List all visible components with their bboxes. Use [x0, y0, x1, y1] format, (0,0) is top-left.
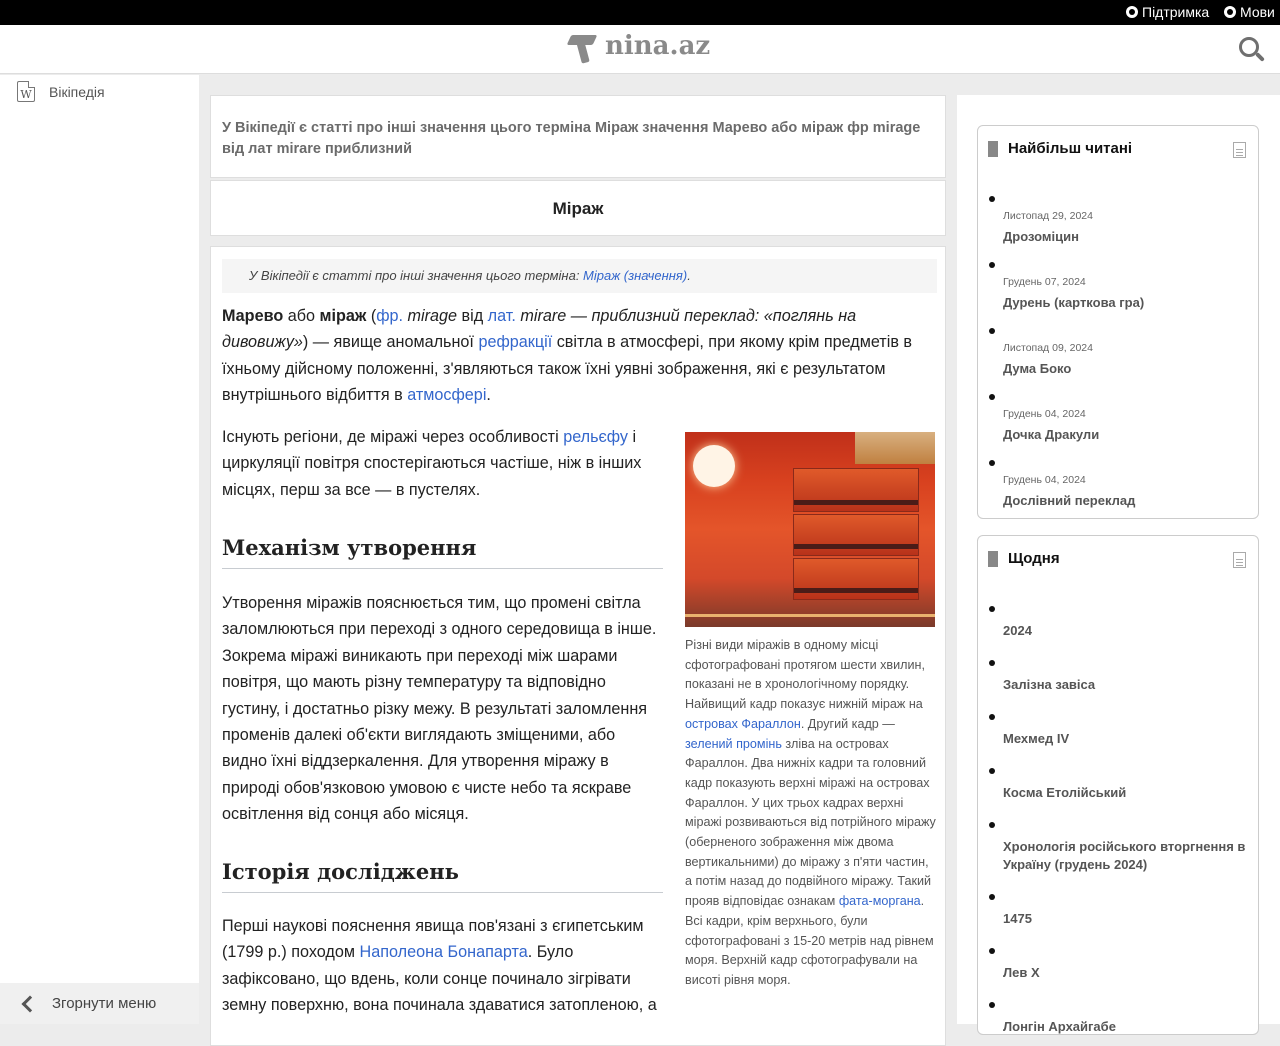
link-fata-morgana[interactable]: фата-моргана — [838, 894, 921, 909]
link-atmosphere[interactable]: атмосфері — [407, 386, 487, 405]
bullet-icon — [989, 948, 995, 954]
left-sidebar — [0, 75, 199, 1024]
text-span: ( — [366, 307, 377, 325]
bullet-icon — [989, 460, 995, 466]
text-span: і циркуляції повітря спостерігаються частіше, ніж в інших місцях, перш за все — в пустелях. — [222, 428, 642, 499]
bullet-icon — [989, 768, 995, 774]
collapse-menu-label: Згорнути меню — [52, 995, 157, 1012]
logo-text: nina.az — [605, 31, 711, 61]
regions-paragraph — [222, 424, 662, 503]
widget-title: Найбільш читані — [1008, 140, 1133, 157]
text-span: Існують регіони, де міражі через особливості — [222, 428, 564, 446]
daily-widget — [977, 535, 1259, 1035]
link-refraction[interactable]: рефракції — [478, 333, 553, 352]
text-span: ) — явище аномальної — [302, 333, 479, 352]
bar-icon — [988, 141, 998, 157]
document-icon — [1233, 142, 1246, 158]
text-span: світла в атмосфері, при якому крім предметів в їхньому дійсному положенні, з'являються також їхні уявні зображення, які є результатом внутрішнього відбиття в — [222, 333, 913, 405]
item-date: Грудень 07, 2024 — [1003, 276, 1086, 288]
item-title[interactable]: Лонгін Архайгабе — [1003, 1019, 1116, 1034]
collapse-menu-button[interactable] — [0, 983, 199, 1024]
text-span: або — [283, 307, 320, 325]
widget-header — [988, 140, 1132, 157]
text-span: . — [486, 386, 491, 405]
item-title[interactable]: 2024 — [1003, 623, 1032, 638]
right-sidebar — [957, 95, 1280, 1034]
section-heading-mechanism: Механізм утворення — [222, 535, 663, 569]
term-bold: Марево — [222, 307, 284, 325]
text-span: від — [457, 307, 488, 325]
site-header — [0, 25, 1280, 74]
figure-caption — [685, 636, 937, 991]
article-content — [210, 246, 946, 1046]
intro-paragraph — [222, 303, 922, 409]
document-icon — [1233, 552, 1246, 568]
lifebuoy-icon — [1126, 6, 1138, 18]
item-title[interactable]: Дрозоміцин — [1003, 229, 1079, 244]
bullet-icon — [989, 660, 995, 666]
bird-logo-icon — [565, 29, 601, 63]
disambiguation-notice — [210, 95, 946, 178]
search-icon[interactable] — [1239, 37, 1265, 63]
bullet-icon — [989, 196, 995, 202]
item-title[interactable]: Дослівний переклад — [1003, 493, 1136, 508]
chevron-left-icon — [22, 995, 39, 1012]
bullet-icon — [989, 894, 995, 900]
top-bar — [0, 0, 1280, 25]
item-title[interactable]: Залізна завіса — [1003, 677, 1096, 692]
item-title[interactable]: Косма Етолійський — [1003, 785, 1127, 800]
bullet-icon — [989, 262, 995, 268]
caption-text: Різні види міражів в одному місці сфотографовані протягом шести хвилин, показані не в хронологічному порядку. Найвищий кадр показує нижній міраж на — [685, 638, 925, 712]
bullet-icon — [989, 1002, 995, 1008]
item-title[interactable]: Мехмед IV — [1003, 731, 1070, 746]
item-date: Листопад 29, 2024 — [1003, 210, 1093, 222]
languages-label: Мови — [1240, 4, 1275, 20]
item-title[interactable]: Дочка Дракули — [1003, 427, 1100, 442]
link-french[interactable]: фр. — [376, 307, 404, 325]
item-date: Грудень 04, 2024 — [1003, 408, 1086, 420]
caption-text: . Другий кадр — — [800, 716, 895, 731]
link-napoleon[interactable]: Наполеона Бонапарта — [359, 943, 528, 962]
wikipedia-icon: W — [17, 81, 35, 102]
hatnote-link[interactable]: Міраж (значення) — [583, 268, 688, 283]
item-date: Листопад 09, 2024 — [1003, 342, 1093, 354]
languages-link[interactable] — [1224, 4, 1275, 20]
page-title: Міраж — [552, 199, 604, 218]
bullet-icon — [989, 822, 995, 828]
item-date: Грудень 04, 2024 — [1003, 474, 1086, 486]
link-relief[interactable]: рельєфу — [563, 428, 629, 446]
site-logo[interactable] — [565, 29, 710, 63]
mechanism-paragraph: Утворення міражів пояснюється тим, що промені світла заломлюються при переході з одного середовища в інше. Зокрема міражі виникають при переході між шарами повітря, що мають різну температуру та відповідно густину, і достатньо різку межу. В результаті заломлення променів далекі об'єкти виглядають зміщеними, або видно їхні віддзеркалення. Для утворення міражу в природі обов'язковою умовою є чисте небо та яскраве освітлення від сонця або місяця. — [222, 594, 657, 824]
bullet-icon — [989, 328, 995, 334]
hatnote-suffix: . — [687, 268, 691, 283]
title-card — [210, 180, 946, 236]
support-label: Підтримка — [1142, 4, 1210, 20]
hatnote — [222, 259, 937, 293]
item-title[interactable]: Дума Боко — [1003, 361, 1072, 376]
section-heading-history: Історія досліджень — [222, 859, 663, 893]
link-green-flash[interactable]: зелений промінь — [685, 736, 782, 751]
sidebar-item-wikipedia[interactable] — [17, 81, 105, 102]
item-title[interactable]: Хронологія російського вторгнення в Україну (грудень 2024) — [1003, 839, 1246, 872]
history-paragraph — [222, 913, 662, 1019]
caption-text: зліва на островах Фараллон. Два нижніх кадри та головний кадр показують верхні міражі на островах Фараллон. У цих трьох кадрах верхні міражі розвиваються від потрійного міражу (оберненого зображення між двома вертикальними) до міражу з п'яти частин, а потім назад до подвійного міражу. Такий прояв відповідає ознакам — [685, 736, 936, 909]
widget-header — [988, 550, 1060, 567]
support-link[interactable] — [1126, 4, 1209, 20]
bar-icon — [988, 551, 998, 567]
link-latin[interactable]: лат. — [487, 307, 516, 325]
notice-text: У Вікіпедії є статті про інші значення цього терміна Міраж значення Марево або міраж фр mirage від лат mirare приблизний — [222, 120, 921, 157]
globe-icon — [1224, 6, 1236, 18]
bullet-icon — [989, 394, 995, 400]
mirage-photo[interactable] — [685, 432, 935, 627]
text-span: Перші наукові пояснення явища пов'язані з єгипетським (1799 р.) походом — [222, 917, 644, 962]
item-title[interactable]: Дурень (карткова гра) — [1003, 295, 1145, 310]
bullet-icon — [989, 606, 995, 612]
term-bold: міраж — [319, 307, 367, 325]
item-title[interactable]: 1475 — [1003, 911, 1032, 926]
caption-text: . Всі кадри, крім верхнього, були сфотографовані з 15-20 метрів над рівнем моря. Верхній кадр сфотографували на висоті рівня моря. — [685, 894, 934, 987]
most-read-widget — [977, 125, 1259, 519]
link-farallon[interactable]: островах Фараллон — [685, 716, 801, 731]
text-span: . Було зафіксовано, що вдень, коли сонце починало зігрівати земну поверхню, вона починала здаватися затопленою, а — [222, 943, 657, 1015]
text-italic: mirage — [403, 307, 458, 325]
item-title[interactable]: Лев X — [1003, 965, 1040, 980]
bullet-icon — [989, 714, 995, 720]
mirage-figure — [685, 432, 937, 991]
text-italic: mirare — приблизний переклад: «поглянь на дивовижу» — [222, 307, 857, 352]
widget-title: Щодня — [1008, 550, 1060, 567]
sidebar-item-label: Вікіпедія — [49, 83, 105, 100]
hatnote-text: У Вікіпедії є статті про інші значення цього терміна: — [249, 268, 584, 283]
